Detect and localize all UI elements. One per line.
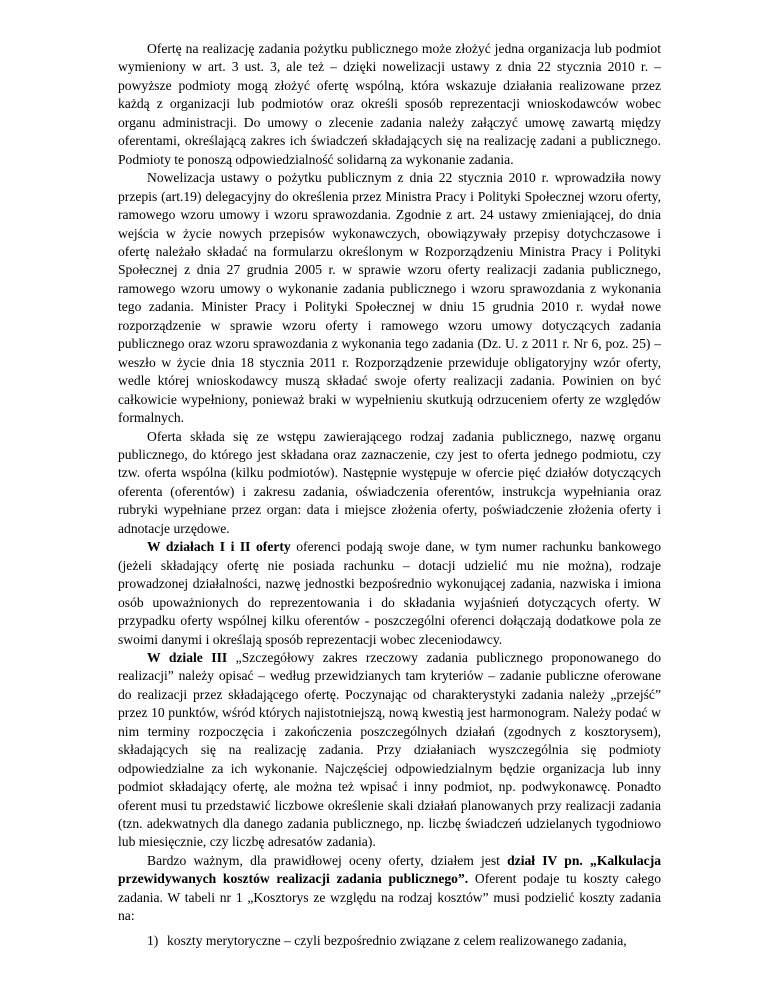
paragraph-nowelizacja (118, 169, 661, 427)
text-run: Ofertę na realizację zadania pożytku publicznego może złożyć jedna organizacja lub podmiot wymieniony w art. 3 ust. 3, ale też – dzięki nowelizacji ustawy z dnia 22 stycznia 2010 r. – powyższe podmioty mogą złożyć ofertę wspólną, która wskazuje działania realizowane przez każdą z organizacji lub podmiotów oraz określi sposób reprezentacji wnioskodawców wobec organu administracji. Do umowy o zlecenie zadania należy załączyć umowę zawartą między oferentami, określającą zakres ich świadczeń składających się na realizację zadani a publicznego. Podmioty te ponoszą odpowiedzialność solidarną za wykonanie zadania. (118, 41, 661, 167)
cost-list (118, 932, 661, 950)
paragraph-sklad-oferty (118, 428, 661, 539)
text-run: Oferent podaje tu koszty całego zadania. W tabeli nr 1 „Kosztorys ze względu na rodzaj kosztów” musi podzielić koszty zadania na: (118, 871, 662, 924)
list-item-number: 1) (147, 932, 159, 948)
text-run: „Szczegółowy zakres rzeczowy zadania publicznego proponowanego do realizacji” należy opisać – według przewidzianych tam kryteriów – zadanie publiczne oferowane do realizacji przez składającego ofertę. Poczynając od charakterystyki zadania należy „przejść” przez 10 punktów, wśród których najistotniejszą, nową kwestią jest harmonogram. Należy podać w nim terminy rozpoczęcia i zakończenia poszczególnych działań (zgodnych z kosztorysem), składających się na realizację zadania. Przy działaniach wyszczególnia się podmioty odpowiedzialne za ich wykonanie. Najczęściej odpowiedzialnym będzie organizacja lub inny podmiot składający ofertę, ale można też wpisać i inny podmiot, np. podwykonawcę. Ponadto oferent musi tu przedstawić liczbowe określenie skali działań planowanych przy realizacji zadania (tzn. adekwatnych dla danego zadania publicznego, np. liczbę świadczeń udzielanych tygodniowo lub miesięcznie, czy liczbę adresatów zadania). (118, 649, 661, 850)
paragraph-dzial-iii (118, 649, 661, 852)
text-run: Nowelizacja ustawy o pożytku publicznym z dnia 22 stycznia 2010 r. wprowadziła nowy przepis (art.19) delegacyjny do określenia przez Ministra Pracy i Polityki Społecznej wzoru oferty, ramowego wzoru umowy i wzoru sprawozdania. Zgodnie z art. 24 ustawy zmieniającej, do dnia wejścia w życie nowych przepisów wykonawczych, obowiązywały przepisy dotychczasowe i ofertę należało składać na formularzu określonym w Rozporządzeniu Ministra Pracy i Polityki Społecznej z dnia 27 grudnia 2005 r. w sprawie wzoru oferty realizacji zadania publicznego, ramowego wzoru umowy o wykonanie zadania publicznego i wzoru sprawozdania z wykonania tego zadania. Minister Pracy i Polityki Społecznej w dniu 15 grudnia 2010 r. wydał nowe rozporządzenie w sprawie wzoru oferty i ramowego wzoru umowy dotyczących zadania publicznego oraz wzoru sprawozdania z wykonania tego zadania (Dz. U. z 2011 r. Nr 6, poz. 25) – weszło w życie dnia 18 stycznia 2011 r. Rozporządzenie przewiduje obligatoryjny wzór oferty, wedle której wnioskodawcy muszą składać swoje oferty realizacji zadania. Powinien on być całkowicie wypełniony, ponieważ braki w wypełnieniu skutkują odrzuceniem oferty ze względów formalnych. (118, 170, 661, 426)
list-item (147, 932, 661, 950)
bold-heading-run: W dziale III (147, 649, 228, 665)
text-run: Bardzo ważnym, dla prawidłowej oceny oferty, działem jest (147, 852, 508, 868)
bold-heading-run: dział IV pn. „Kalkulacja przewidywanych kosztów realizacji zadania publicznego”. (118, 852, 662, 887)
paragraph-oferta-wspolna (118, 40, 661, 169)
paragraph-dzial-iv (118, 852, 661, 926)
text-run: oferenci podają swoje dane, w tym numer rachunku bankowego (jeżeli składający ofertę nie posiada rachunku – dotacji udzielić mu nie można), rodzaje prowadzonej działalności, nazwę jednostki bezpośrednio wykonującej zadania, nazwiska i imiona osób upoważnionych do reprezentowania i do składania wyjaśnień dotyczących oferty. W przypadku oferty wspólnej kilku oferentów - poszczególni oferenci dołączają dodatkowe pola ze swoimi danymi i określają sposób reprezentacji wobec zleceniodawcy. (118, 539, 661, 647)
paragraph-dzialy-i-ii (118, 538, 661, 649)
bold-heading-run: W działach I i II oferty (147, 539, 291, 555)
text-run: Oferta składa się ze wstępu zawierającego rodzaj zadania publicznego, nazwę organu publicznego, do którego jest składana oraz zaznaczenie, czy jest to oferta jednego podmiotu, czy tzw. oferta wspólna (kilku podmiotów). Następnie występuje w ofercie pięć działów dotyczących oferenta (oferentów) i zakresu zadania, oświadczenia oferentów, instrukcja wypełniania oraz rubryki wypełniane przez organ: data i miejsce złożenia oferty, poświadczenie złożenia oferty i adnotacje urzędowe. (118, 428, 661, 536)
document-body (118, 40, 661, 926)
list-item-text: koszty merytoryczne – czyli bezpośrednio związane z celem realizowanego zadania, (167, 932, 627, 948)
